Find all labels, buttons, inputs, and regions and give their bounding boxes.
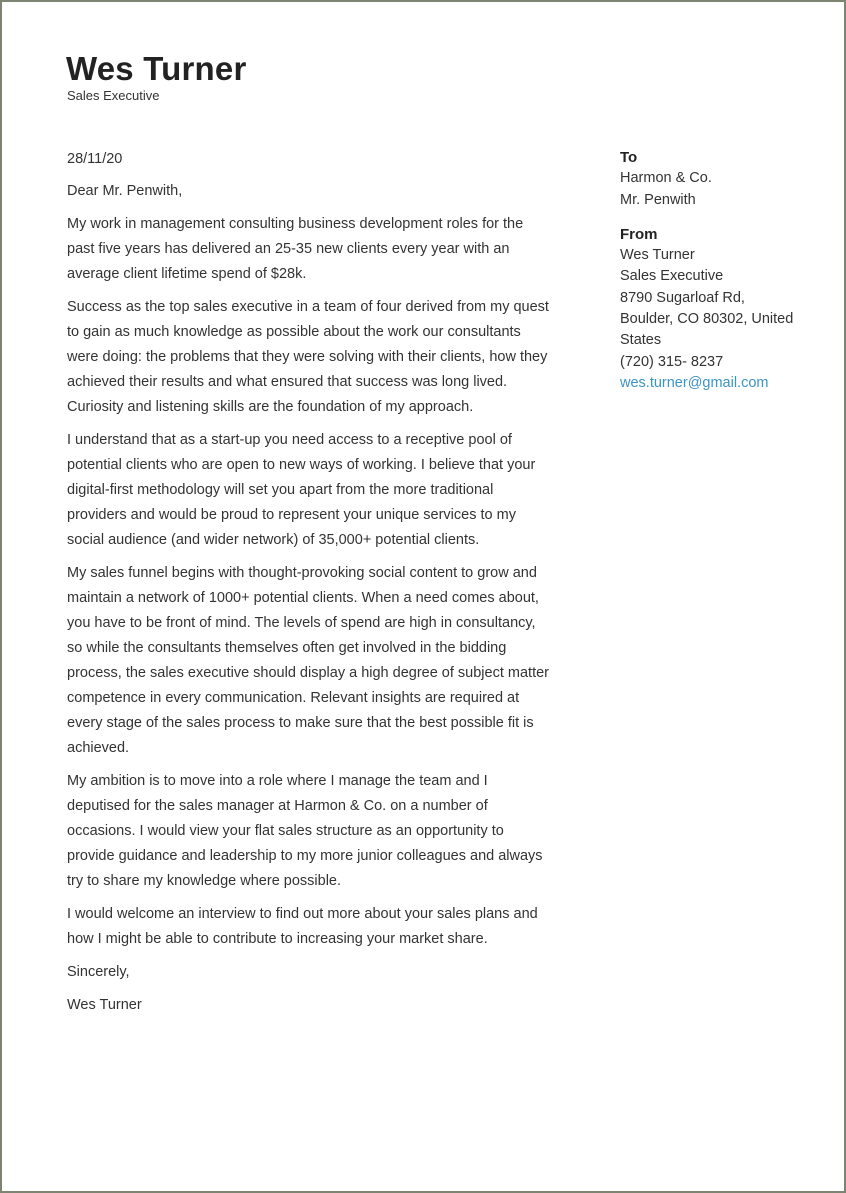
letter-paragraph: My work in management consulting business development roles for the past five years has delivered an 25-35 new clients every year with an average client lifetime spend of $28k. — [67, 216, 524, 282]
address-sidebar — [620, 145, 840, 407]
sender-title: Sales Executive — [620, 268, 724, 285]
applicant-name: Wes Turner — [66, 50, 247, 87]
recipient-heading: To — [620, 149, 638, 166]
letter-signature: Wes Turner — [67, 997, 142, 1013]
letter-paragraph: My ambition is to move into a role where I manage the team and I deputised for the sales manager at Harmon & Co. on a number of occasions. I would view your flat sales structure as an opportunity to provide guidance and leadership to my more junior colleagues and always try to share my knowledge where possible. — [67, 773, 543, 889]
sender-email-link[interactable]: wes.turner@gmail.com — [620, 374, 769, 391]
sender-name: Wes Turner — [620, 247, 695, 264]
letter-closing: Sincerely, — [67, 964, 130, 980]
letter-paragraph: Success as the top sales executive in a team of four derived from my quest to gain as much knowledge as possible about the work our consultants were doing: the problems that they were solving with their clients, how they achieved their results and what ensured that success was long lived. Curiosity and listening skills are the foundation of my approach. — [67, 299, 549, 415]
recipient-company: Harmon & Co. — [620, 170, 712, 187]
letter-paragraph: I understand that as a start-up you need access to a receptive pool of potential clients who are open to new ways of working. I believe that your digital-first methodology will set you apart from the more traditional providers and would be proud to represent your unique services to my social audience (and wider network) of 35,000+ potential clients. — [67, 432, 536, 548]
sender-street: 8790 Sugarloaf Rd, — [620, 289, 745, 306]
sender-country: States — [620, 332, 662, 349]
sender-city: Boulder, CO 80302, United — [620, 311, 794, 328]
recipient-name: Mr. Penwith — [620, 191, 696, 208]
recipient-block — [620, 147, 840, 211]
letter-paragraph: My sales funnel begins with thought-provoking social content to grow and maintain a network of 1000+ potential clients. When a need comes about, you have to be front of mind. The levels of spend are high in consultancy, so while the consultants themselves often get involved in the bidding process, the sales executive should display a high degree of subject matter competence in every communication. Relevant insights are required at every stage of the sales process to make sure that the best possible fit is achieved. — [67, 565, 549, 756]
sender-phone: (720) 315- 8237 — [620, 353, 724, 370]
sender-heading: From — [620, 225, 658, 243]
letter-salutation: Dear Mr. Penwith, — [67, 183, 183, 199]
letter-body — [67, 147, 549, 1026]
sender-block — [620, 224, 840, 394]
applicant-role: Sales Executive — [67, 88, 160, 103]
letter-paragraph: I would welcome an interview to find out more about your sales plans and how I might be able to contribute to increasing your market share. — [67, 906, 538, 947]
letter-date: 28/11/20 — [67, 151, 123, 167]
